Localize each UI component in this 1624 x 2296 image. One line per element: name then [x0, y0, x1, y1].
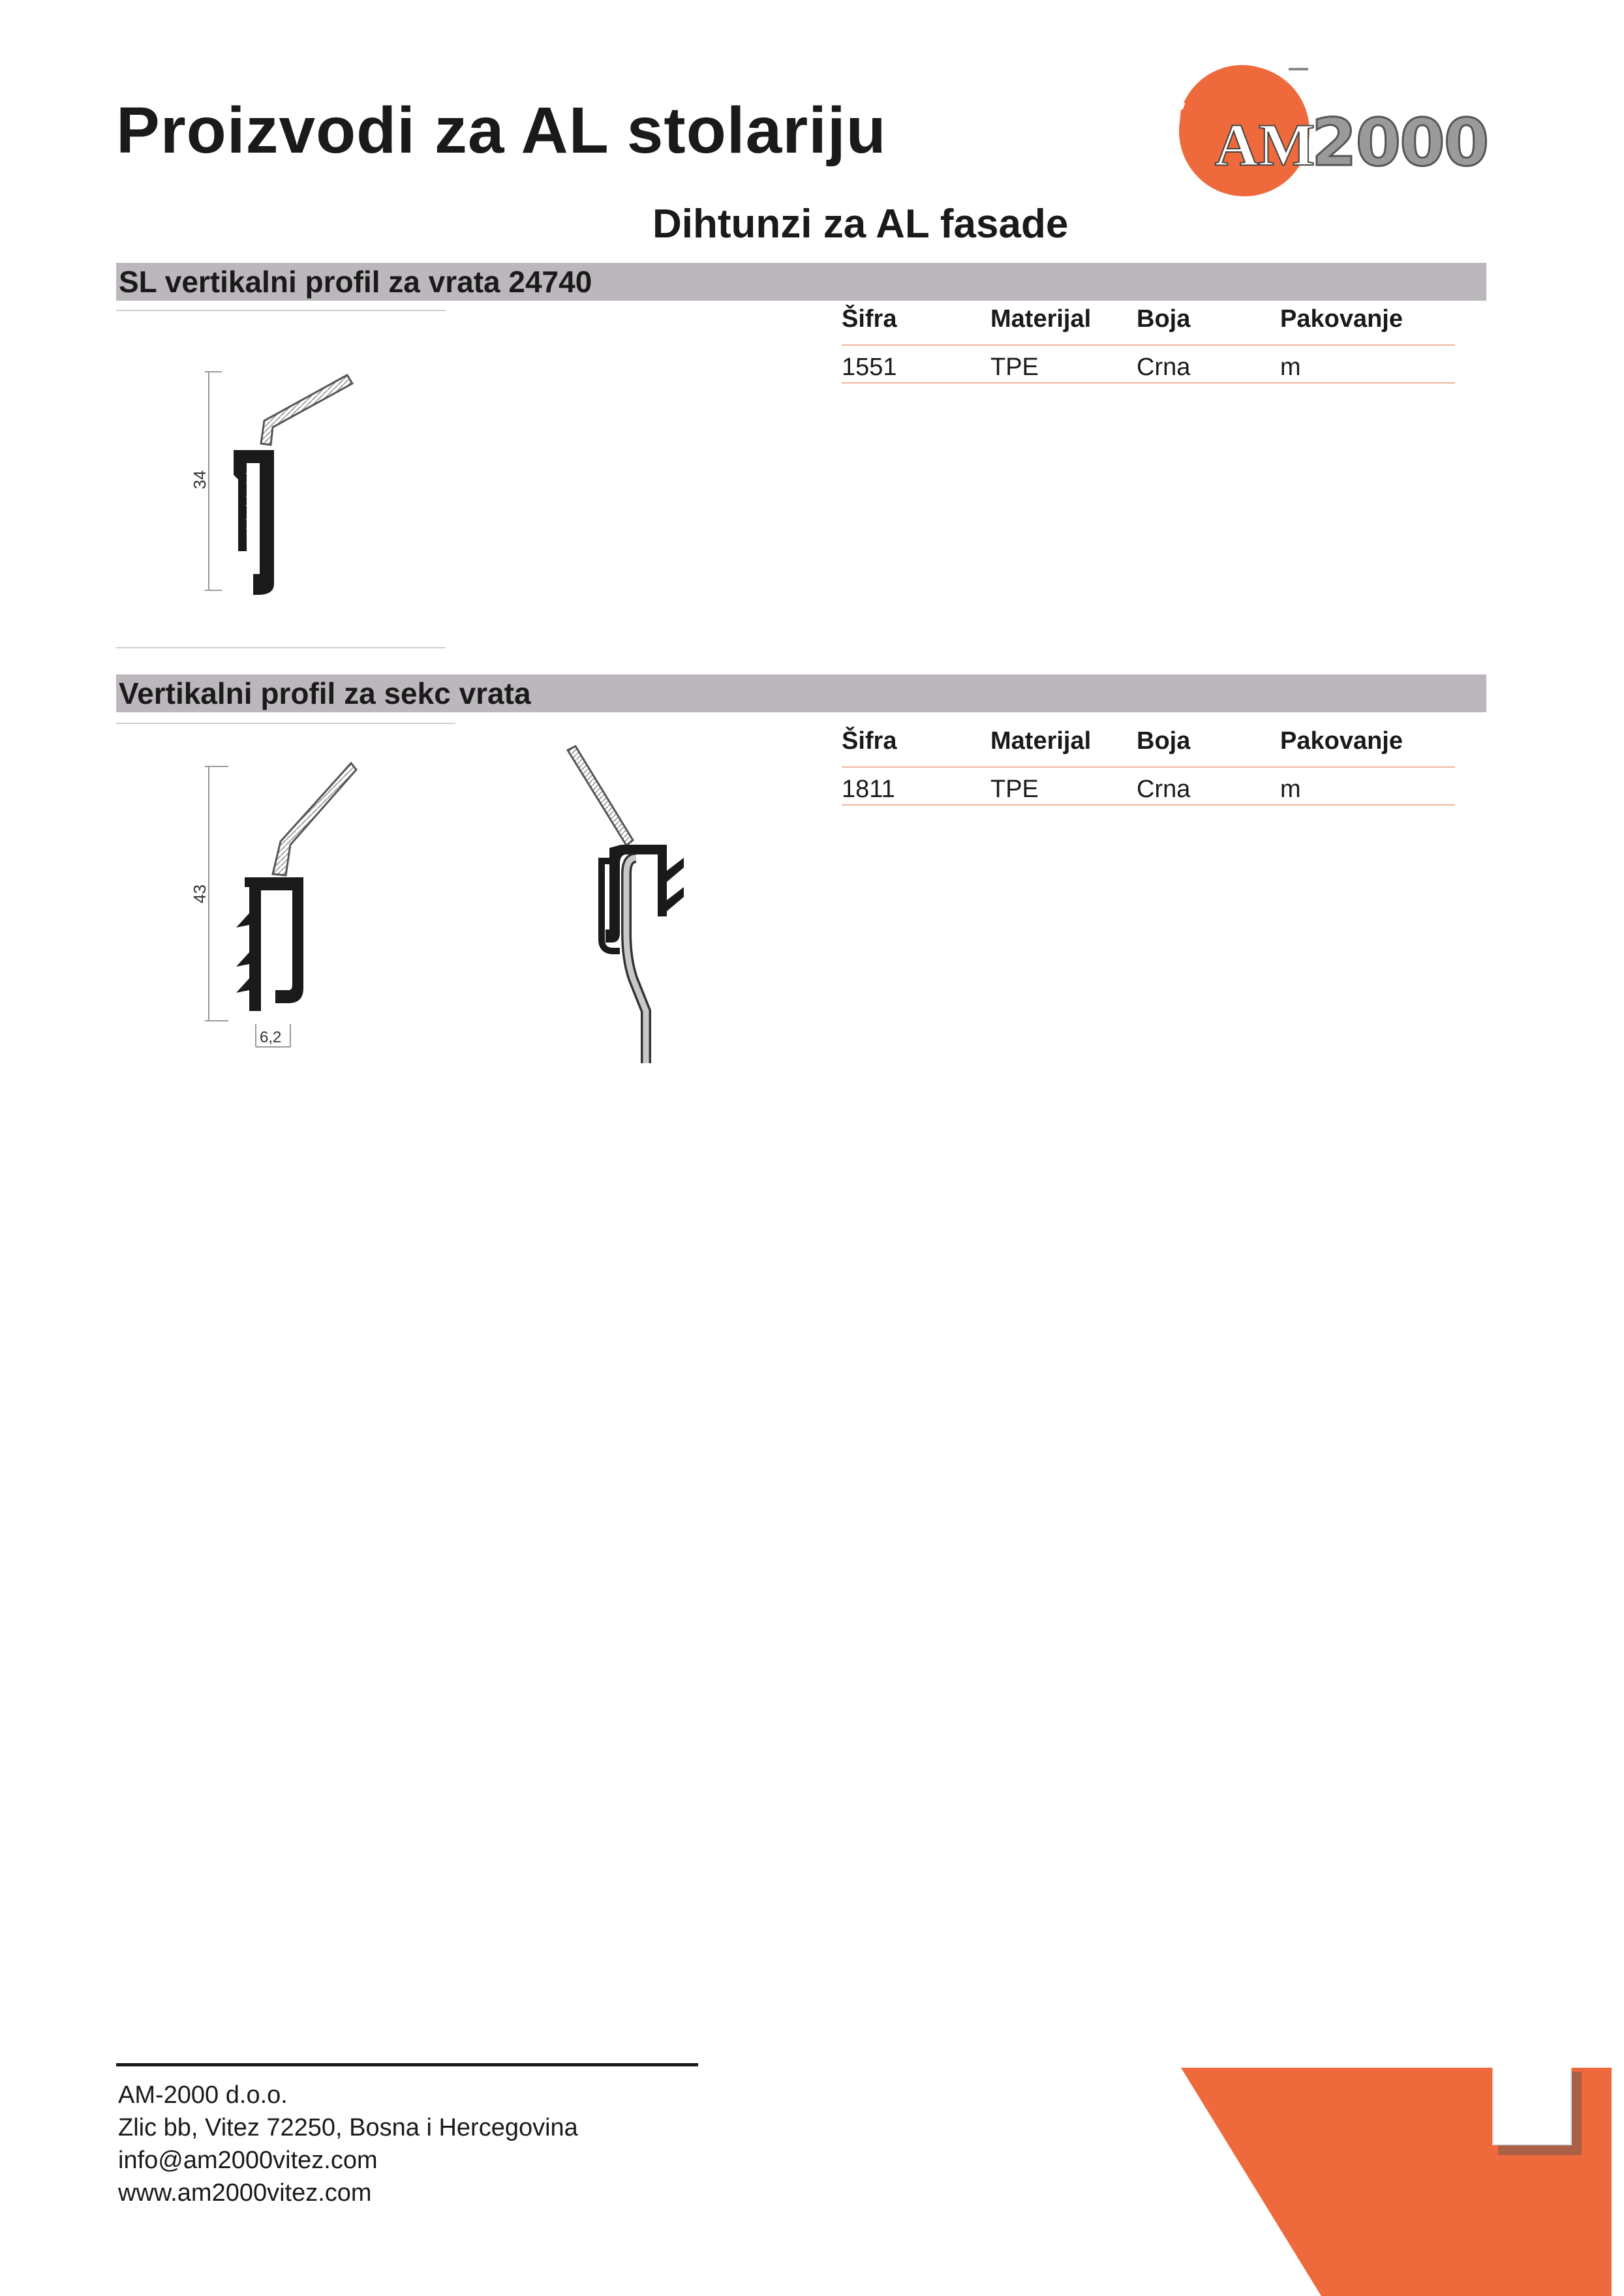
footer-address: Zlic bb, Vitez 72250, Bosna i Hercegovina: [118, 2114, 578, 2141]
section-title: Vertikalni profil za sekc vrata: [119, 676, 531, 710]
corner-decoration: [1181, 2068, 1624, 2296]
footer-website[interactable]: www.am2000vitez.com: [118, 2179, 372, 2207]
table-header-row: [842, 299, 1455, 346]
cell-materijal: TPE: [990, 776, 1039, 803]
divider: [116, 647, 446, 648]
column-header: Šifra: [842, 727, 897, 755]
cell-sifra: 1551: [842, 354, 897, 381]
cell-materijal: TPE: [990, 354, 1039, 381]
page-title: Proizvodi za AL stolariju: [116, 94, 887, 167]
dimension-label: 43: [190, 884, 209, 903]
profile-drawing-sekc-1: [176, 757, 391, 1057]
cell-boja: Crna: [1137, 354, 1191, 381]
dimension-label: 34: [190, 470, 209, 489]
product-table-2: [842, 721, 1455, 806]
column-header: Materijal: [990, 305, 1092, 333]
dimension-label: 6,2: [260, 1029, 282, 1046]
column-header: Pakovanje: [1280, 727, 1403, 755]
table-row: [842, 346, 1455, 384]
cell-sifra: 1811: [842, 776, 895, 803]
cell-pakovanje: m: [1280, 776, 1301, 803]
cell-boja: Crna: [1137, 776, 1191, 803]
am2000-logo: [1174, 64, 1514, 201]
table-header-row: [842, 721, 1455, 768]
column-header: Materijal: [990, 727, 1092, 755]
profile-drawing-24740: [176, 359, 385, 600]
cell-pakovanje: m: [1280, 354, 1301, 381]
section-header-2: [116, 674, 1486, 712]
svg-text:AM: AM: [1215, 112, 1315, 178]
footer-email[interactable]: info@am2000vitez.com: [118, 2147, 378, 2174]
divider: [116, 310, 446, 311]
column-header: Boja: [1137, 727, 1191, 755]
profile-drawing-sekc-2: [561, 744, 705, 1063]
footer-divider: [116, 2063, 698, 2066]
table-row: [842, 768, 1455, 806]
divider: [116, 723, 455, 724]
column-header: Pakovanje: [1280, 305, 1403, 333]
section-header-1: [116, 263, 1486, 301]
footer-company: AM-2000 d.o.o.: [118, 2081, 288, 2109]
column-header: Šifra: [842, 305, 897, 333]
product-table-1: [842, 299, 1455, 384]
svg-text:2000: 2000: [1311, 104, 1488, 181]
section-title: SL vertikalni profil za vrata 24740: [119, 265, 592, 299]
column-header: Boja: [1137, 305, 1191, 333]
page-subtitle: Dihtunzi za AL fasade: [652, 202, 1069, 247]
